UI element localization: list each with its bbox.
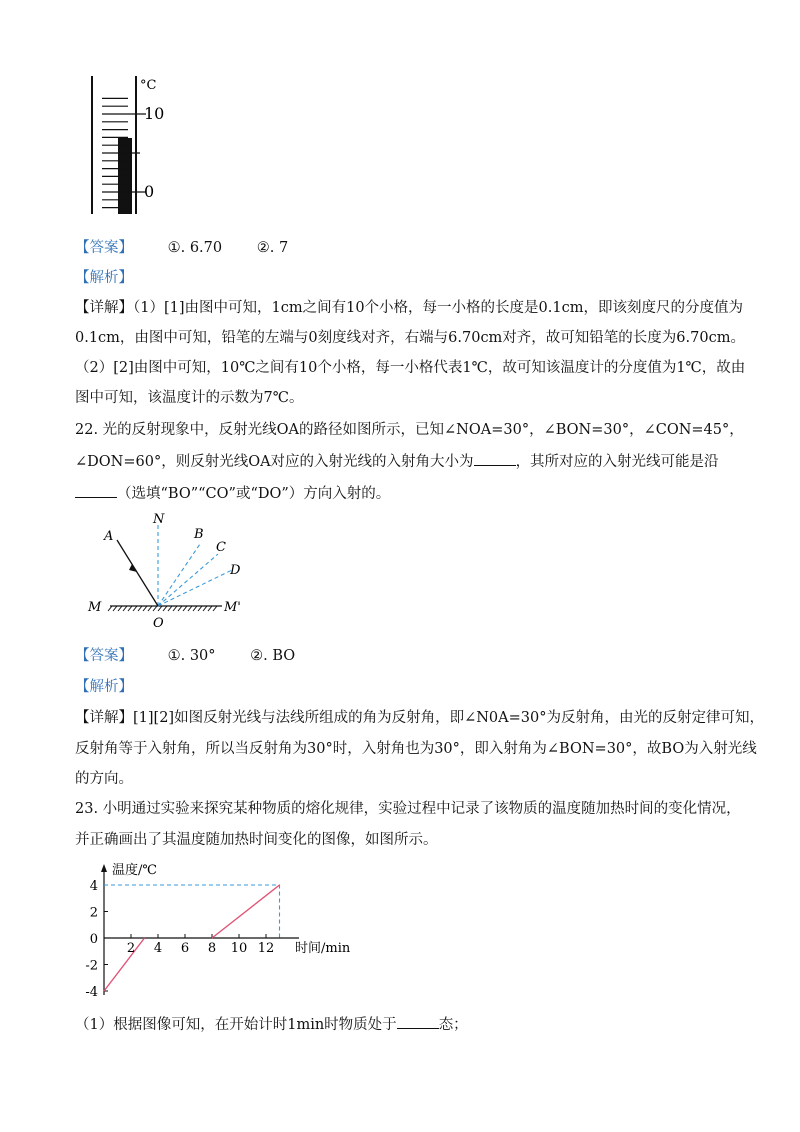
answer-tag: 【答案】	[75, 648, 133, 664]
q23-question-line-1: 23. 小明通过实验来探究某种物质的熔化规律，实验过程中记录了该物质的温度随加热时间的变化情况，	[75, 801, 741, 817]
analysis-tag: 【解析】	[75, 679, 133, 695]
mirror-hatch	[208, 606, 212, 611]
reflection-diagram	[82, 510, 262, 635]
q22-answer-1: ①. 30°	[167, 648, 216, 664]
thermometer-label-10: 10	[144, 104, 165, 123]
q21-detail-line-2: 0.1cm，由图中可知，铅笔的左端与0刻度线对齐，右端与6.70cm对齐，故可知铅笔的长度为6.70cm。	[75, 330, 745, 346]
mirror-hatch	[203, 606, 207, 611]
q23-question-line-2: 并正确画出了其温度随加热时间变化的图像，如图所示。	[75, 832, 438, 848]
y-tick-label: 0	[89, 932, 98, 947]
x-tick-label: 4	[153, 941, 163, 956]
label-O: O	[153, 616, 164, 631]
mirror-hatch	[193, 606, 197, 611]
q23-sub1	[75, 1014, 468, 1035]
mirror-hatch	[188, 606, 192, 611]
label-M: M	[88, 600, 102, 615]
label-C: C	[216, 540, 226, 555]
q22-answer-2: ②. BO	[250, 648, 296, 664]
x-tick-label: 2	[126, 941, 136, 956]
x-tick-label: 10	[230, 941, 248, 956]
guide-dashed-line	[104, 885, 280, 938]
q22-answer-row	[75, 646, 295, 666]
mirror-hatch	[173, 606, 177, 611]
q21-detail-line-1: 【详解】（1）[1]由图中可知，1cm之间有10个小格，每一小格的长度是0.1cm，即该刻度尺的分度值为	[75, 300, 743, 316]
mirror-hatch	[143, 606, 147, 611]
q22-detail-line-2: 反射角等于入射角，所以当反射角为30°时，入射角也为30°，即入射角为∠BON=30°，故BO为入射光线	[75, 741, 757, 757]
answer-blank	[75, 483, 117, 498]
thermometer-figure	[80, 72, 180, 220]
mirror-hatch	[108, 606, 112, 611]
mirror-hatch	[133, 606, 137, 611]
q21-answer-2: ②. 7	[256, 240, 289, 256]
mirror-hatch	[213, 606, 217, 611]
q22-detail-line-1: 【详解】[1][2]如图反射光线与法线所组成的角为反射角，即∠N0A=30°为反射角，由光的反射定律可知，	[75, 710, 764, 726]
y-tick-label: -4	[85, 985, 98, 998]
mirror-hatch	[163, 606, 167, 611]
mirror-hatch	[168, 606, 172, 611]
mirror-hatch	[153, 606, 157, 611]
mirror-hatch	[123, 606, 127, 611]
x-tick-label: 12	[257, 941, 275, 956]
ray-DO	[158, 570, 232, 606]
label-M-prime: M'	[224, 600, 241, 615]
mirror-hatch	[113, 606, 117, 611]
q23-sub1-tail: 态；	[438, 1017, 468, 1033]
y-tick-label: 4	[89, 879, 98, 894]
series-line-1	[104, 938, 145, 991]
answer-blank	[397, 1014, 439, 1029]
y-tick-label: 2	[89, 905, 98, 921]
label-A: A	[104, 529, 114, 544]
answer-tag: 【答案】	[75, 240, 133, 256]
q22-line-2-part-a: ∠DON=60°，则反射光线OA对应的入射光线的入射角大小为	[75, 454, 474, 470]
x-tick-label: 6	[180, 941, 190, 956]
label-D: D	[230, 563, 241, 578]
q22-line-3-text: （选填“BO”“CO”或“DO”）方向入射的。	[117, 486, 391, 502]
mirror-hatch	[128, 606, 132, 611]
q22-detail-line-3: 的方向。	[75, 771, 133, 787]
q21-answer-row	[75, 238, 288, 258]
mirror-hatch	[148, 606, 152, 611]
ray-CO	[158, 554, 218, 606]
q22-question-line-2	[75, 451, 719, 472]
mirror-hatch	[118, 606, 122, 611]
label-B: B	[194, 527, 204, 542]
q21-detail-line-3: （2）[2]由图中可知，10℃之间有10个小格，每一小格代表1℃，故可知该温度计的分度值为1℃，故由	[75, 360, 746, 376]
answer-blank	[474, 451, 516, 466]
label-N: N	[153, 512, 165, 527]
temperature-time-chart	[80, 858, 360, 998]
mirror-hatch	[198, 606, 202, 611]
y-axis-arrow-icon	[101, 864, 107, 872]
y-axis-label: 温度/℃	[112, 863, 157, 878]
series-line-2	[212, 885, 280, 938]
q22-question-line-1: 22. 光的反射现象中，反射光线OA的路径如图所示，已知∠NOA=30°，∠BON=30°，∠CON=45°，	[75, 422, 744, 438]
q21-detail-line-4: 图中可知，该温度计的示数为7℃。	[75, 390, 304, 406]
thermometer-label-0: 0	[144, 182, 155, 201]
x-axis-label: 时间/min	[295, 941, 351, 956]
q22-line-2-part-b: ，其所对应的入射光线可能是沿	[515, 454, 719, 470]
x-tick-label: 8	[207, 941, 217, 956]
ray-BO	[158, 544, 200, 606]
mirror-hatch	[183, 606, 187, 611]
analysis-tag: 【解析】	[75, 270, 133, 286]
q22-question-line-3	[75, 483, 390, 504]
mirror-hatch	[158, 606, 162, 611]
q23-sub1-text: （1）根据图像可知，在开始计时1min时物质处于	[75, 1017, 397, 1033]
reflected-ray-OA	[117, 540, 158, 606]
thermometer-unit: °C	[140, 78, 157, 93]
q21-answer-1: ①. 6.70	[167, 240, 223, 256]
y-tick-label: -2	[85, 958, 98, 974]
mirror-hatch	[178, 606, 182, 611]
mirror-hatch	[138, 606, 142, 611]
